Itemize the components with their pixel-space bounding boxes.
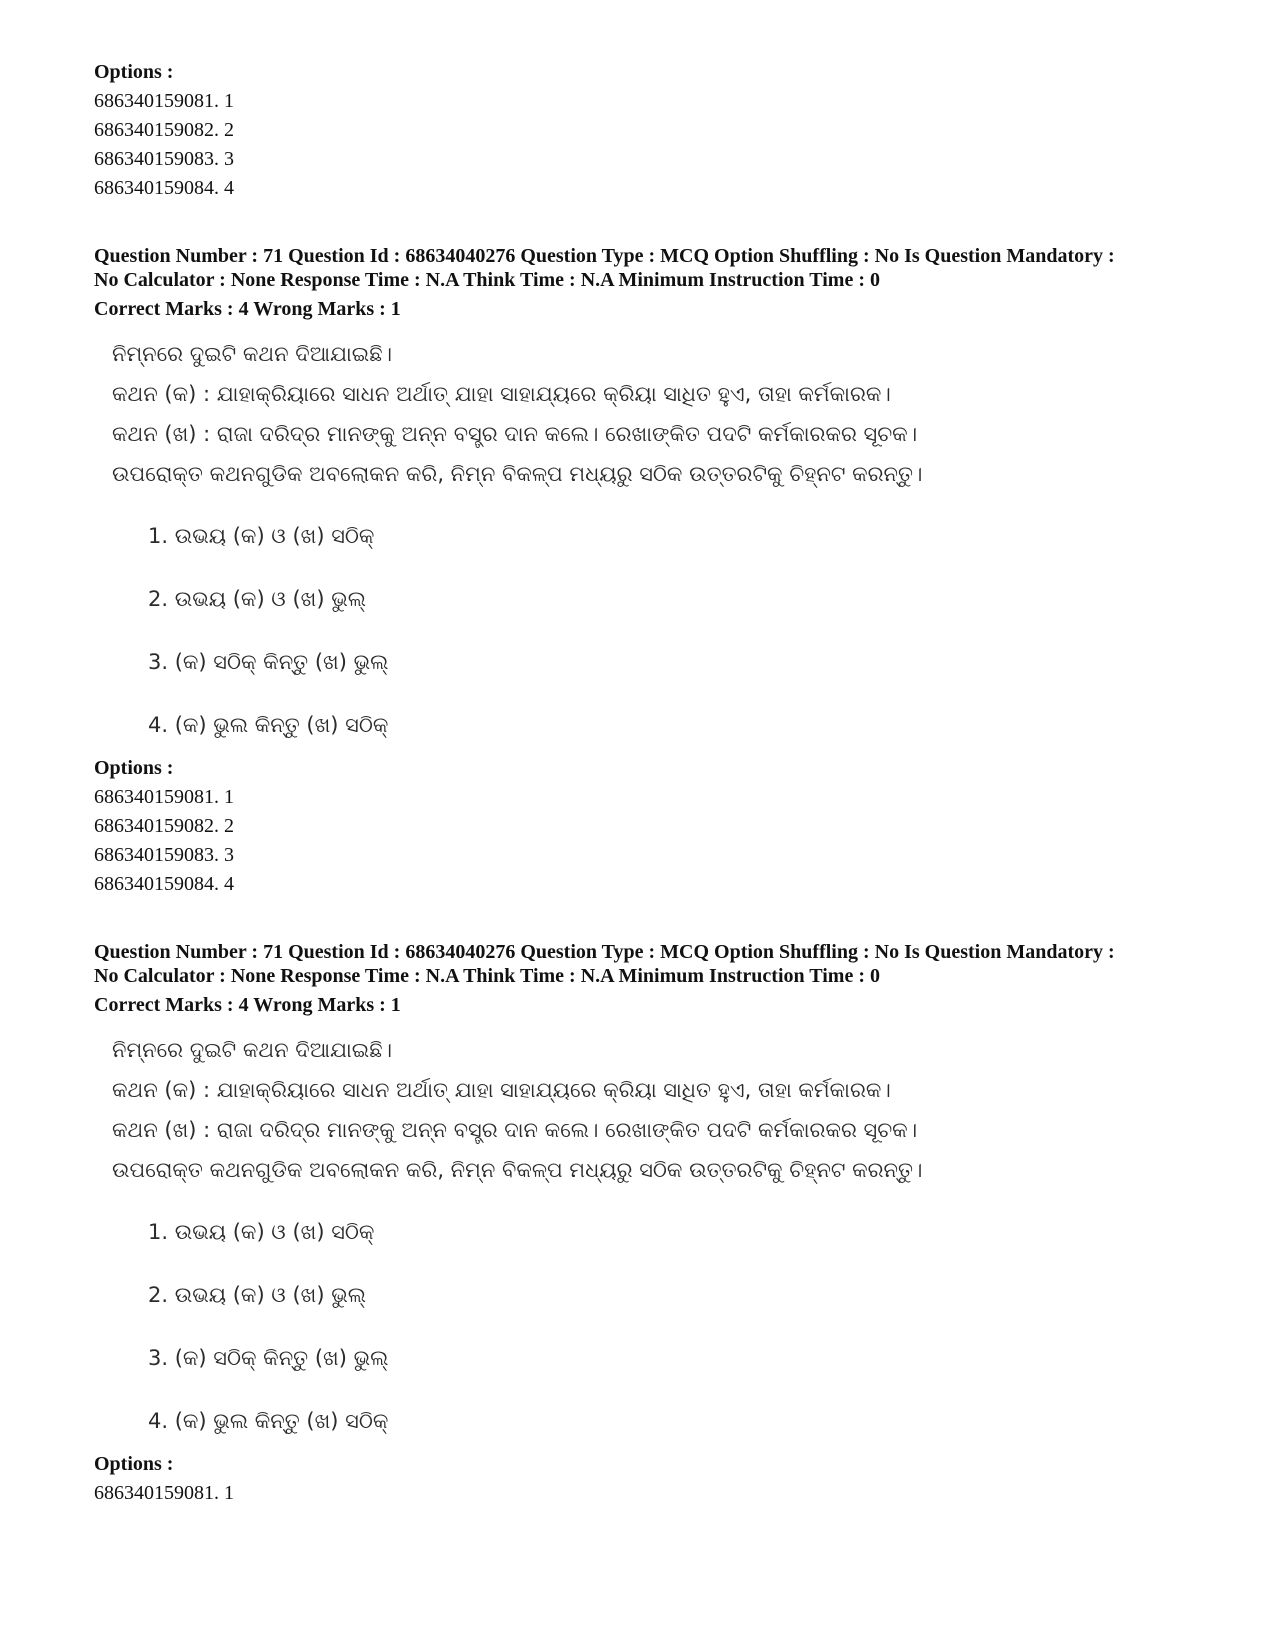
question-text-line: କଥନ (ଖ) : ରାଜା ଦରିଦ୍ର ମାନଙ୍କୁ ଅନ୍ନ ବସ୍ତ୍ର ଦାନ କଲେ। ରେଖାଙ୍କିତ ପଦଟି କର୍ମକାରକର ସୂଚକ। [112, 1118, 918, 1142]
question-meta-line: No Calculator : None Response Time : N.A Think Time : N.A Minimum Instruction Time : 0 [94, 269, 880, 291]
question-choice: 1. ଉଭୟ (କ) ଓ (ଖ) ସଠିକ୍ [148, 524, 375, 548]
question-marks-line: Correct Marks : 4 Wrong Marks : 1 [94, 298, 401, 320]
question-choice: 2. ଉଭୟ (କ) ଓ (ଖ) ଭୁଲ୍ [148, 1283, 367, 1307]
question-choice: 3. (କ) ସଠିକ୍ କିନ୍ତୁ (ଖ) ଭୁଲ୍ [148, 650, 389, 674]
option-line: 686340159083. 3 [94, 148, 234, 170]
question-text-line: କଥନ (କ) : ଯାହାକ୍ରିୟାରେ ସାଧନ ଅର୍ଥାତ୍ ଯାହା ସାହାଯ୍ୟରେ କ୍ରିୟା ସାଧିତ ହୁଏ, ତାହା କର୍ମକାରକ। [112, 1078, 891, 1102]
question-choice: 1. ଉଭୟ (କ) ଓ (ଖ) ସଠିକ୍ [148, 1220, 375, 1244]
options-block-top [94, 58, 1214, 203]
options-block [94, 754, 1214, 899]
question-text-line: ନିମ୍ନରେ ଦୁଇଟି କଥନ ଦିଆଯାଇଛି। [112, 1038, 393, 1062]
question-choices [112, 1218, 892, 1435]
question-meta-line: No Calculator : None Response Time : N.A Think Time : N.A Minimum Instruction Time : 0 [94, 965, 880, 987]
option-line: 686340159081. 1 [94, 1482, 234, 1504]
question-choice: 4. (କ) ଭୁଲ କିନ୍ତୁ (ଖ) ସଠିକ୍ [148, 713, 389, 737]
options-block [94, 1450, 1214, 1508]
question-marks-line: Correct Marks : 4 Wrong Marks : 1 [94, 994, 401, 1016]
question-choice: 2. ଉଭୟ (କ) ଓ (ଖ) ଭୁଲ୍ [148, 587, 367, 611]
question-body [112, 1030, 923, 1435]
option-line: 686340159082. 2 [94, 815, 234, 837]
question-meta-line: Question Number : 71 Question Id : 68634040276 Question Type : MCQ Option Shuffling : No Is Question Mandatory : [94, 941, 1115, 963]
question-meta-line: Question Number : 71 Question Id : 68634040276 Question Type : MCQ Option Shuffling : No Is Question Mandatory : [94, 245, 1115, 267]
question-text-line: କଥନ (କ) : ଯାହାକ୍ରିୟାରେ ସାଧନ ଅର୍ଥାତ୍ ଯାହା ସାହାଯ୍ୟରେ କ୍ରିୟା ସାଧିତ ହୁଏ, ତାହା କର୍ମକାରକ। [112, 382, 891, 406]
option-line: 686340159083. 3 [94, 844, 234, 866]
options-label: Options : [94, 61, 174, 83]
option-line: 686340159082. 2 [94, 119, 234, 141]
question-text-line: ନିମ୍ନରେ ଦୁଇଟି କଥନ ଦିଆଯାଇଛି। [112, 342, 393, 366]
options-label: Options : [94, 757, 174, 779]
option-line: 686340159081. 1 [94, 90, 234, 112]
question-text-line: କଥନ (ଖ) : ରାଜା ଦରିଦ୍ର ମାନଙ୍କୁ ଅନ୍ନ ବସ୍ତ୍ର ଦାନ କଲେ। ରେଖାଙ୍କିତ ପଦଟି କର୍ମକାରକର ସୂଚକ। [112, 422, 918, 446]
question-choice: 4. (କ) ଭୁଲ କିନ୍ତୁ (ଖ) ସଠିକ୍ [148, 1409, 389, 1433]
option-line: 686340159084. 4 [94, 873, 234, 895]
question-text-line: ଉପରୋକ୍ତ କଥନଗୁଡିକ ଅବଲୋକନ କରି, ନିମ୍ନ ବିକଳ୍ପ ମଧ୍ୟରୁ ସଠିକ ଉତ୍ତରଟିକୁ ଚିହ୍ନଟ କରନ୍ତୁ। [112, 1158, 923, 1182]
question-text-line: ଉପରୋକ୍ତ କଥନଗୁଡିକ ଅବଲୋକନ କରି, ନିମ୍ନ ବିକଳ୍ପ ମଧ୍ୟରୁ ସଠିକ ଉତ୍ତରଟିକୁ ଚିହ୍ନଟ କରନ୍ତୁ। [112, 462, 923, 486]
question-header [94, 940, 1214, 1017]
question-header [94, 244, 1214, 321]
question-choice: 3. (କ) ସଠିକ୍ କିନ୍ତୁ (ଖ) ଭୁଲ୍ [148, 1346, 389, 1370]
option-line: 686340159081. 1 [94, 786, 234, 808]
option-line: 686340159084. 4 [94, 177, 234, 199]
question-choices [112, 522, 892, 739]
question-body [112, 334, 923, 739]
options-label: Options : [94, 1453, 174, 1475]
